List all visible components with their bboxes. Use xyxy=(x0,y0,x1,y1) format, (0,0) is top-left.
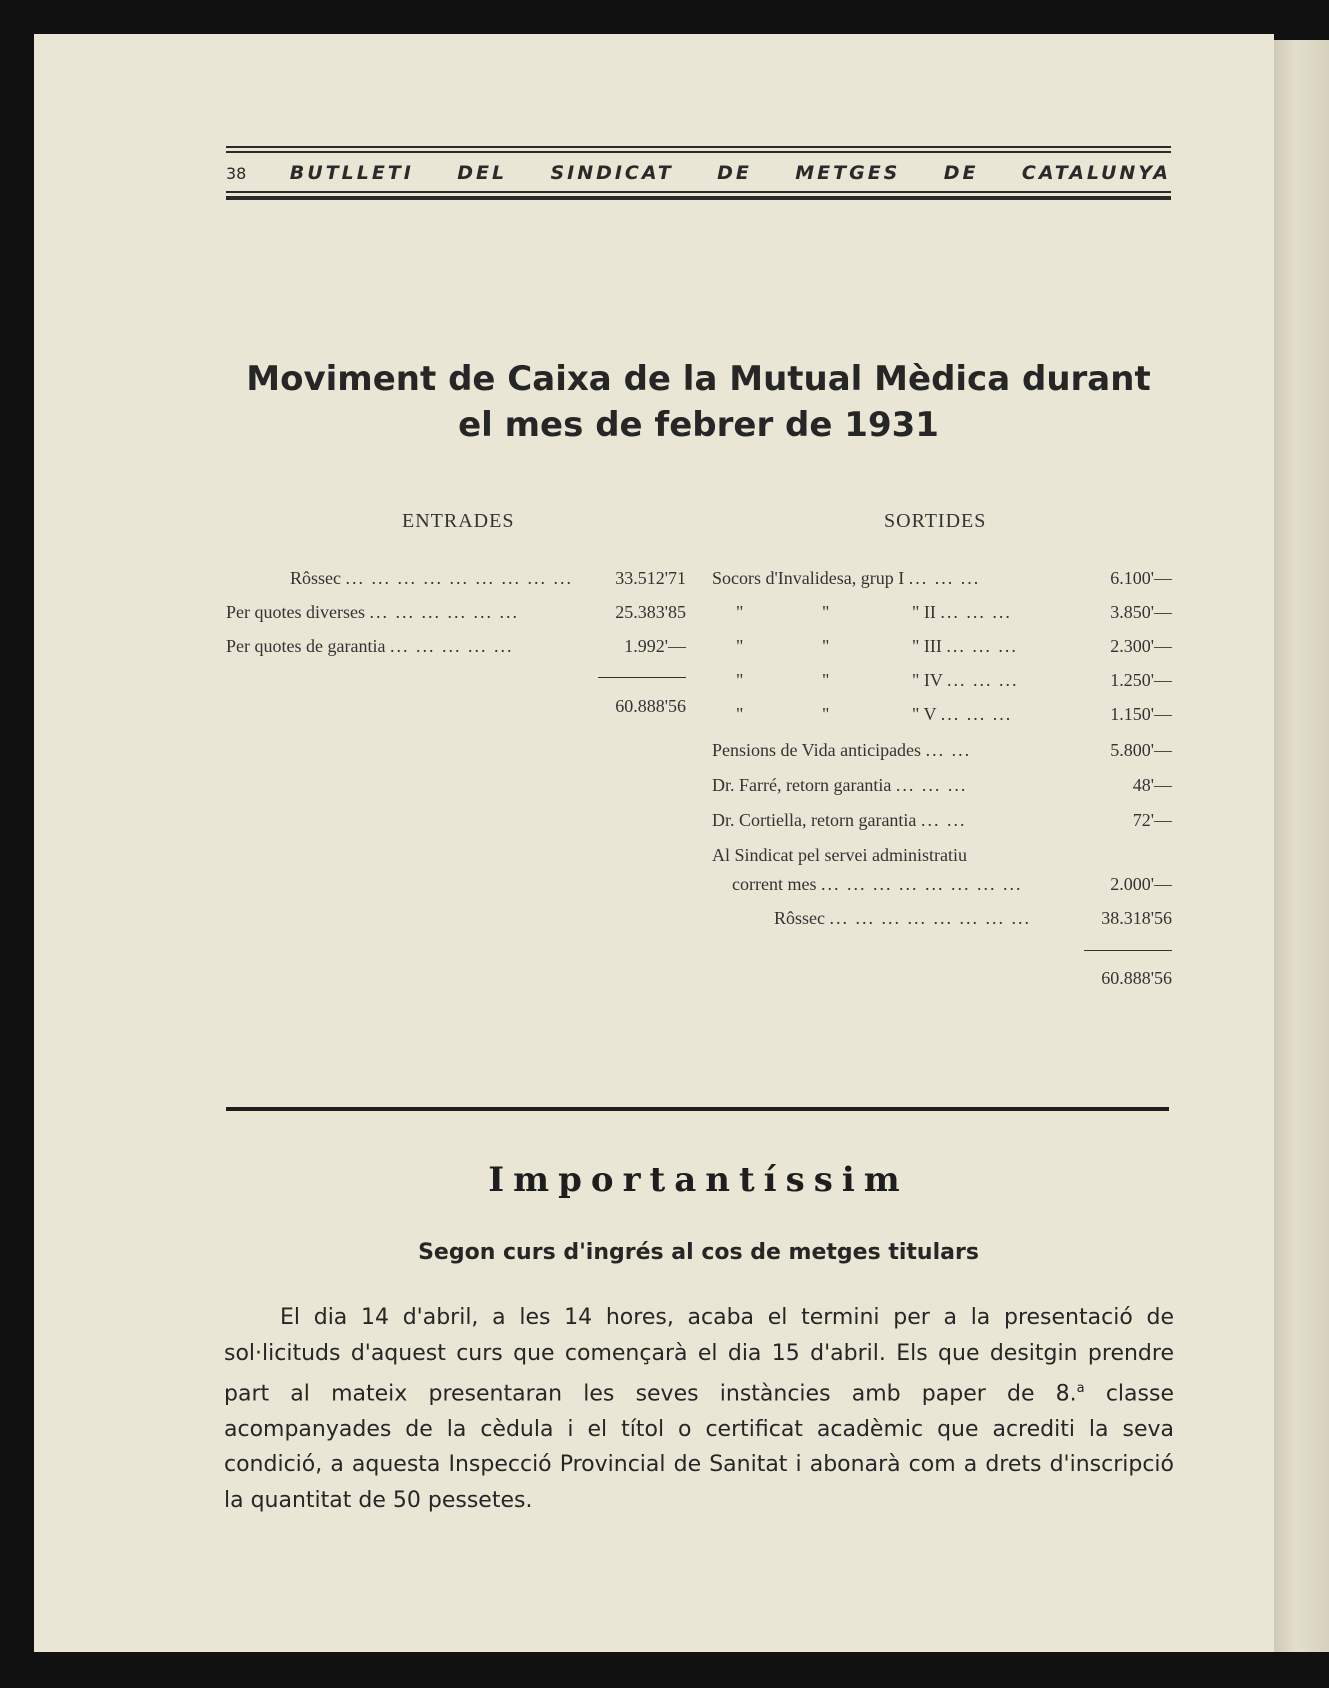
amount: 1.250'— xyxy=(1110,670,1172,690)
sum-rule xyxy=(598,677,686,678)
header-word: DE xyxy=(943,162,979,184)
header-word: METGES xyxy=(795,162,901,184)
ditto-mark: " xyxy=(736,602,744,622)
notice-paragraph: El dia 14 d'abril, a les 14 hores, acaba el termini per a la presentació de sol·licituds d'aquest curs que començarà el dia 15 d'abril. Els que desitgin prendre part al mateix presentaran les seves instàncies amb paper de 8.$^a$ classe acompanyades de la cèdula i el títol o certificat acadèmic que acrediti la seva condició, a aquesta Inspecció Provincial de Sanitat i abonarà com a drets d'inscripció la quantitat de 50 pessetes. xyxy=(224,1305,1174,1513)
entrades-total: 60.888'56 xyxy=(615,696,686,716)
amount: 6.100'— xyxy=(1110,568,1172,588)
header-rule-bottom-2 xyxy=(226,196,1171,200)
amount: 5.800'— xyxy=(1110,740,1172,760)
article-title: Moviment de Caixa de la Mutual Mèdica durant el mes de febrer de 1931 xyxy=(246,359,1151,445)
page-number: 38 xyxy=(226,163,247,183)
sortides-total: 60.888'56 xyxy=(1101,968,1172,988)
amount: 72'— xyxy=(1132,810,1172,830)
ditto-mark: " xyxy=(822,670,830,690)
amount: 1.992'— xyxy=(624,636,686,656)
amount: 33.512'71 xyxy=(615,568,686,588)
notice-subtitle: Segon curs d'ingrés al cos de metges titulars xyxy=(418,1240,979,1265)
header-word: DE xyxy=(717,162,752,184)
ditto-mark: " xyxy=(736,670,744,690)
ditto-mark: " xyxy=(822,602,830,622)
ditto-mark: " xyxy=(822,636,830,656)
ditto-mark: " xyxy=(736,636,744,656)
amount: 2.000'— xyxy=(1110,874,1172,894)
sortides-heading: SORTIDES xyxy=(884,510,987,532)
running-header xyxy=(226,146,1171,200)
notice-heading: Importantíssim xyxy=(488,1160,909,1200)
facing-page-edge xyxy=(1274,40,1329,1652)
amount: 25.383'85 xyxy=(615,602,686,622)
amount: 38.318'56 xyxy=(1101,908,1172,928)
ditto-mark: " xyxy=(736,704,744,724)
header-word: BUTLLETI xyxy=(289,162,414,184)
sum-rule xyxy=(1084,950,1172,951)
header-word: DEL xyxy=(457,162,508,184)
ditto-mark: " xyxy=(822,704,830,724)
entrades-heading: ENTRADES xyxy=(402,510,515,532)
amount: 48'— xyxy=(1132,775,1172,795)
amount: 1.150'— xyxy=(1110,704,1172,724)
section-divider xyxy=(226,1107,1169,1111)
header-word: CATALUNYA xyxy=(1021,162,1171,184)
amount: 2.300'— xyxy=(1110,636,1172,656)
amount: 3.850'— xyxy=(1110,602,1172,622)
header-word: SINDICAT xyxy=(550,162,674,184)
